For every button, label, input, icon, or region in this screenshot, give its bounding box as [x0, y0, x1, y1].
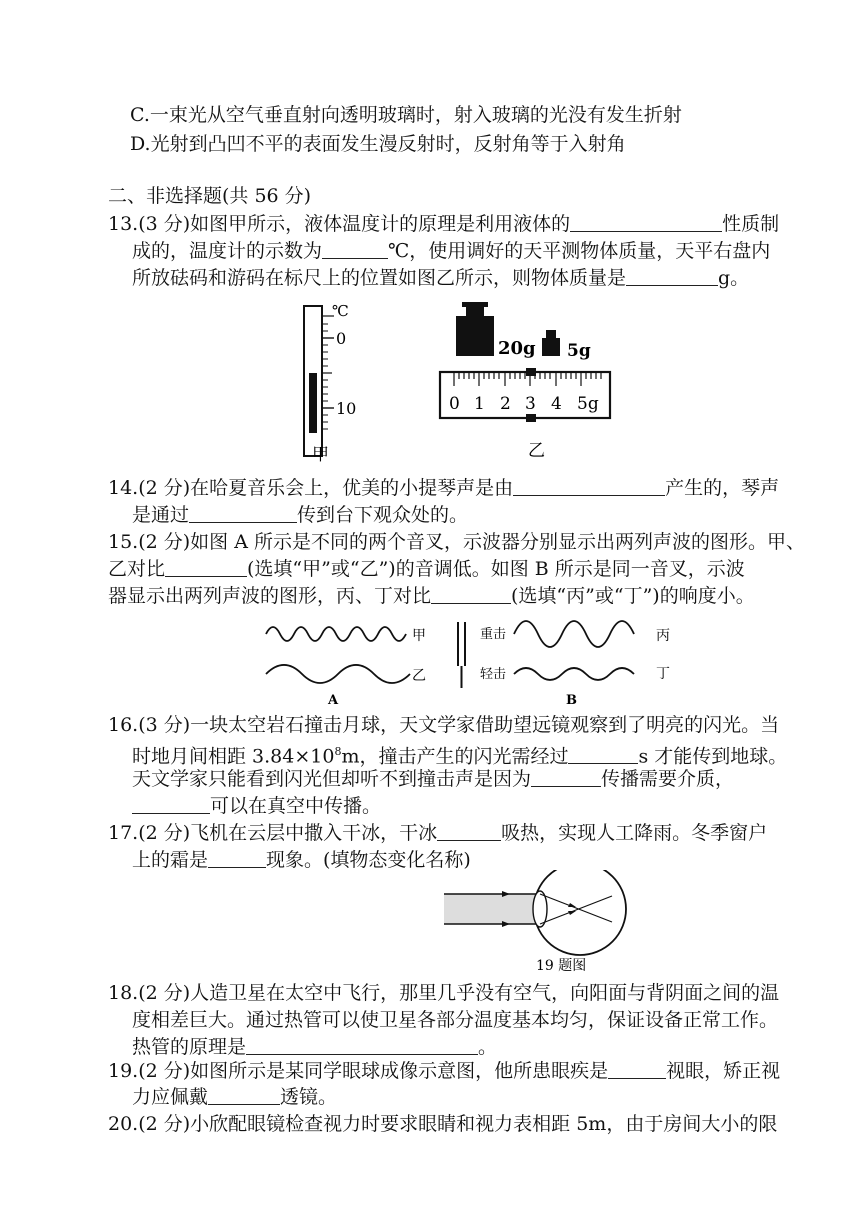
section-title: 二、非选择题(共 56 分) [108, 185, 312, 207]
q16-line2: 时地月间相距 $3.84\times 10^8m$，撞击产生的闪光需经过 s 才能传到地球。 [132, 745, 788, 768]
wave-yi [266, 665, 410, 683]
scale-tick-label: 0 [449, 394, 460, 414]
wave-jia-label: 甲 [412, 628, 426, 644]
figure-label-yi: 乙 [528, 441, 545, 461]
fig-b-label: B [566, 693, 577, 708]
q16-line1: 16.(3 分)一块太空岩石撞击月球，天文学家借助望远镜观察到了明亮的闪光。当 [108, 714, 780, 736]
q17-line1: 17.(2 分)飞机在云层中撒入干冰，干冰 吸热，实现人工降雨。冬季窗户 [108, 822, 768, 844]
scale-tick-label: 3 [525, 394, 536, 414]
strike-heavy-label: 重击 [480, 627, 507, 642]
q19-line1: 19.(2 分)如图所示是某同学眼球成像示意图，他所患眼疾是 视眼，矫正视 [108, 1060, 781, 1082]
fig-a-label: A [328, 693, 339, 708]
wave-ding [514, 668, 634, 680]
q13-line1: 13.(3 分)如图甲所示，液体温度计的原理是利用液体的 性质制 [108, 213, 780, 235]
q17-line2: 上的霜是 现象。(填物态变化名称) [132, 849, 471, 871]
strike-light-label: 轻击 [480, 667, 507, 682]
q14-line1: 14.(2 分)在哈夏音乐会上，优美的小提琴声是由 产生的，琴声 [108, 477, 780, 499]
balance-scale-figure [436, 298, 616, 464]
scale-tick-label: 5g [577, 394, 599, 414]
q18-line2: 度相差巨大。通过热管可以使卫星各部分温度基本均匀，保证设备正常工作。 [132, 1009, 779, 1031]
q19-blank-1[interactable] [608, 1060, 666, 1079]
q13-blank-1[interactable] [570, 213, 722, 232]
q18-line3: 热管的原理是 。 [132, 1036, 498, 1058]
q14-blank-1[interactable] [513, 477, 665, 496]
q16-line4: 可以在真空中传播。 [132, 793, 381, 819]
wave-ding-label: 丁 [656, 666, 670, 682]
q15-line3: 器显示出两列声波的图形，丙、丁对比 (选填“丙”或“丁”)的响度小。 [108, 585, 755, 607]
q17-blank-1[interactable] [437, 822, 501, 841]
q16-blank-2[interactable] [531, 768, 601, 787]
q13-blank-2[interactable] [322, 240, 388, 259]
scale-tick-label: 4 [551, 394, 562, 414]
thermometer-unit: ℃ [332, 302, 349, 320]
weight-5g-label: 5g [567, 341, 591, 361]
eye-diagram-figure [440, 870, 646, 976]
q15-blank-1[interactable] [165, 558, 247, 577]
wave-bing [514, 621, 634, 647]
q19-line2: 力应佩戴 透镜。 [132, 1086, 338, 1108]
thermometer-tick-10: 10 [336, 399, 357, 418]
wave-jia [266, 627, 406, 641]
eyeball [534, 870, 626, 955]
q16-blank-1[interactable] [568, 745, 638, 764]
rider-top [526, 368, 536, 376]
rider-bottom [526, 414, 536, 422]
q19-blank-2[interactable] [208, 1086, 280, 1105]
q15-line2: 乙对比 (选填“甲”或“乙”)的音调低。如图 B 所示是同一音叉，示波 [108, 558, 745, 580]
q17-blank-2[interactable] [208, 849, 266, 868]
q16-line3: 天文学家只能看到闪光但却听不到撞击声是因为 传播需要介质， [132, 768, 735, 790]
eye-figure-caption: 19 题图 [536, 958, 587, 974]
q14-line2: 是通过 传到台下观众处的。 [132, 504, 469, 526]
figure-label-jia: 甲 [312, 445, 329, 464]
q18-line1: 18.(2 分)人造卫星在太空中飞行，那里几乎没有空气，向阳面与背阴面之间的温 [108, 982, 780, 1004]
q18-blank-1[interactable] [246, 1036, 478, 1055]
wave-yi-label: 乙 [412, 668, 426, 684]
option-d: D.光射到凸凹不平的表面发生漫反射时，反射角等于入射角 [130, 133, 626, 155]
q14-blank-2[interactable] [189, 504, 297, 523]
weight-20g-label: 20g [498, 338, 536, 359]
wave-bing-label: 丙 [656, 628, 670, 644]
thermometer-tick-0: 0 [336, 329, 347, 348]
q15-blank-2[interactable] [431, 585, 511, 604]
q16-blank-3[interactable] [132, 795, 210, 814]
scale-tick-label: 2 [500, 394, 511, 414]
q13-blank-3[interactable] [626, 267, 718, 286]
thermometer-figure [290, 298, 370, 464]
q20-line1: 20.(2 分)小欣配眼镜检查视力时要求眼睛和视力表相距 5m，由于房间大小的限 [108, 1113, 778, 1135]
waveform-figure [258, 616, 678, 708]
q13-line2: 成的，温度计的示数为 ℃，使用调好的天平测物体质量，天平右盘内 [132, 240, 771, 262]
q15-line1: 15.(2 分)如图 A 所示是不同的两个音叉，示波器分别显示出两列声波的图形。甲、 [108, 531, 805, 553]
scale-tick-label: 1 [474, 394, 485, 414]
q13-line3: 所放砝码和游码在标尺上的位置如图乙所示，则物体质量是 g。 [132, 267, 750, 289]
option-c: C.一束光从空气垂直射向透明玻璃时，射入玻璃的光没有发生折射 [130, 104, 682, 126]
